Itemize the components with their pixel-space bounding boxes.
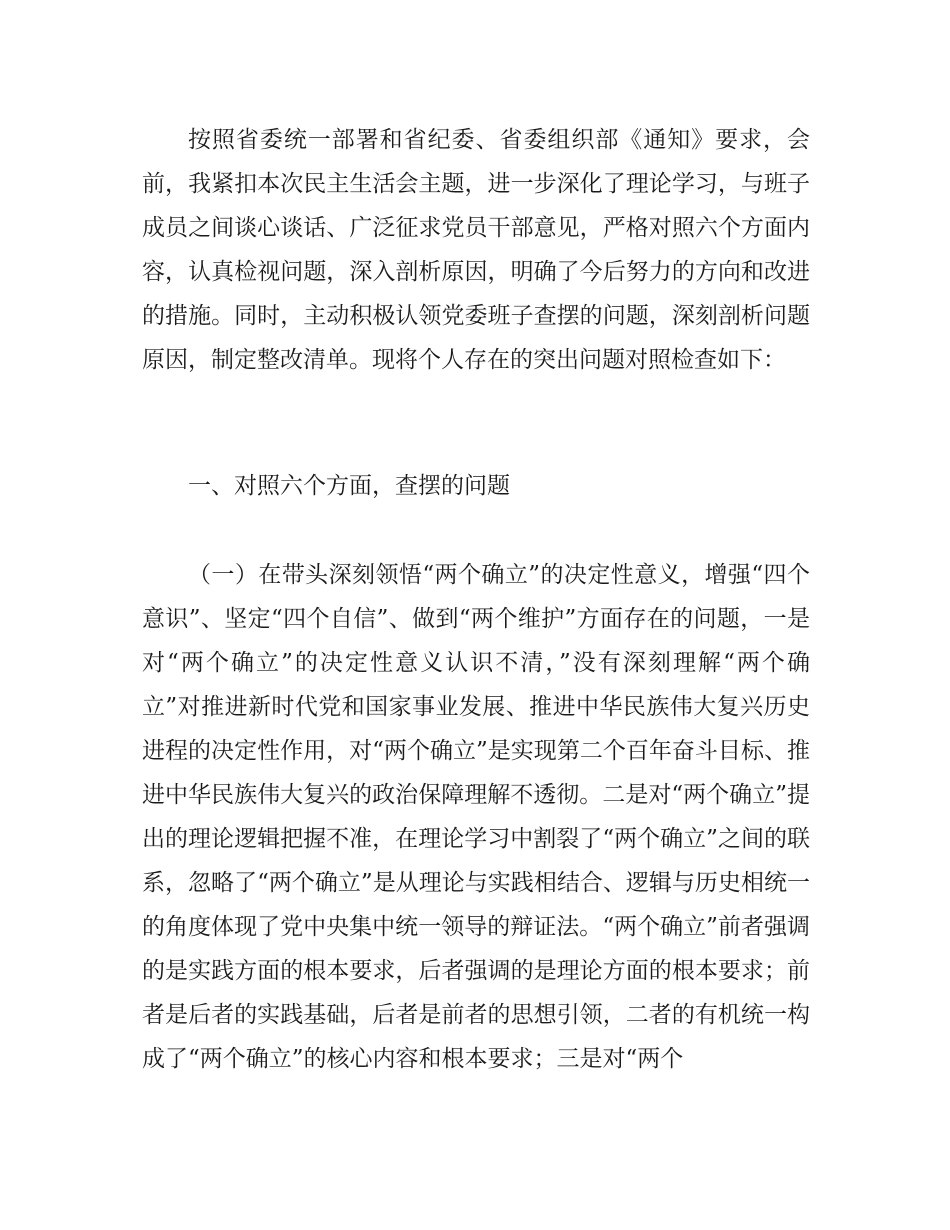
intro-paragraph: 按照省委统一部署和省纪委、省委组织部《通知》要求，会前，我紧扣本次民主生活会主题，进一步深化了理论学习，与班子成员之间谈心谈话、广泛征求党员干部意见，严格对照六个方面内容，认真检视问题，深入剖析原因，明确了今后努力的方向和改进的措施。同时，主动积极认领党委班子查摆的问题，深刻剖析问题原因，制定整改清单。现将个人存在的突出问题对照检查如下： <box>142 127 810 373</box>
body-paragraph: （一）在带头深刻领悟“两个确立”的决定性意义，增强“四个意识”、坚定“四个自信”、做到“两个维护”方面存在的问题，一是对“两个确立”的决定性意义认识不清，”没有深刻理解“两个确立”对推进新时代党和国家事业发展、推进中华民族伟大复兴历史进程的决定性作用，对“两个确立”是实现第二个百年奋斗目标、推进中华民族伟大复兴的政治保障理解不透彻。二是对“两个确立”提出的理论逻辑把握不准，在理论学习中割裂了“两个确立”之间的联系，忽略了“两个确立”是从理论与实践相结合、逻辑与历史相统一的角度体现了党中央集中统一领导的辩证法。“两个确立”前者强调的是实践方面的根本要求，后者强调的是理论方面的根本要求；前者是后者的实践基础，后者是前者的思想引领，二者的有机统一构成了“两个确立”的核心内容和根本要求；三是对“两个 <box>142 562 810 1072</box>
section-heading: 一、对照六个方面，查摆的问题 <box>188 473 510 499</box>
